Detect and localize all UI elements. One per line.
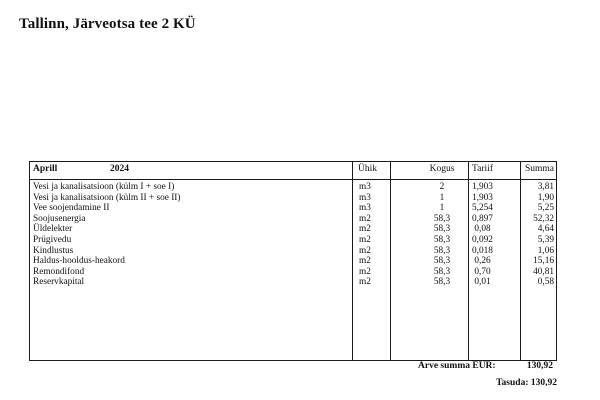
item-tariff: 0,26	[474, 256, 491, 267]
item-sum: 15,16	[533, 256, 554, 267]
item-name: Vee soojendamine II	[33, 203, 110, 214]
item-quantity: 1	[439, 203, 445, 214]
item-sum: 52,32	[533, 213, 554, 224]
header-divider	[30, 179, 556, 180]
item-name: Haldus-hooldus-heakord	[33, 256, 125, 267]
item-unit: m2	[359, 266, 371, 277]
item-name: Prügivedu	[33, 234, 72, 245]
item-unit: m2	[359, 277, 371, 288]
item-quantity: 58,3	[433, 256, 451, 267]
item-tariff: 0,01	[474, 277, 491, 288]
table-row	[30, 246, 556, 257]
table-body	[30, 182, 556, 288]
item-sum: 0,58	[537, 277, 554, 288]
item-name: Soojusenergia	[33, 213, 86, 224]
header-tariff: Tariif	[472, 164, 493, 174]
item-unit: m2	[359, 234, 371, 245]
item-name: Üldelekter	[33, 224, 73, 235]
table-row	[30, 214, 556, 225]
table-row	[30, 203, 556, 214]
item-sum: 40,81	[533, 266, 554, 277]
item-name: Reservkapital	[33, 277, 85, 288]
item-sum: 5,25	[537, 203, 554, 214]
header-sum: Summa	[524, 164, 554, 174]
table-row	[30, 267, 556, 278]
item-quantity: 1	[439, 192, 445, 203]
item-unit: m3	[359, 182, 371, 192]
item-tariff: 0,897	[472, 213, 493, 224]
item-sum: 3,81	[537, 182, 554, 192]
item-quantity: 58,3	[433, 224, 451, 235]
item-sum: 4,64	[537, 224, 554, 235]
item-tariff: 0,018	[472, 245, 493, 256]
header-year: 2024	[110, 164, 129, 174]
item-tariff: 1,903	[472, 192, 493, 203]
item-name: Vesi ja kanalisatsioon (külm II + soe II)	[33, 192, 181, 203]
table-row	[30, 256, 556, 267]
document-title: Tallinn, Järveotsa tee 2 KÜ	[19, 16, 196, 32]
item-name: Vesi ja kanalisatsioon (külm I + soe I)	[33, 182, 175, 192]
item-quantity: 58,3	[433, 213, 451, 224]
item-unit: m2	[359, 224, 371, 235]
item-name: Kindlustus	[33, 245, 74, 256]
item-quantity: 58,3	[433, 277, 451, 288]
header-unit: Ühik	[358, 164, 377, 174]
item-unit: m2	[359, 213, 371, 224]
header-month: Aprill	[33, 164, 58, 174]
item-tariff: 1,903	[472, 182, 493, 192]
item-tariff: 0,70	[474, 266, 491, 277]
item-tariff: 5,254	[472, 203, 493, 214]
item-unit: m2	[359, 256, 371, 267]
table-row	[30, 193, 556, 204]
item-unit: m3	[359, 203, 371, 214]
invoice-table	[29, 161, 557, 361]
item-quantity: 58,3	[433, 245, 451, 256]
total-label: Arve summa EUR:	[418, 361, 496, 371]
table-row	[30, 277, 556, 288]
item-quantity: 2	[439, 182, 445, 192]
table-row	[30, 235, 556, 246]
item-tariff: 0,08	[474, 224, 491, 235]
table-row	[30, 182, 556, 193]
item-tariff: 0,092	[472, 234, 493, 245]
item-quantity: 58,3	[433, 266, 451, 277]
item-name: Remondifond	[33, 266, 85, 277]
item-unit: m2	[359, 245, 371, 256]
payment-due: Tasuda: 130,92	[496, 378, 557, 388]
item-unit: m3	[359, 192, 371, 203]
header-quantity: Kogus	[429, 164, 455, 174]
table-row	[30, 224, 556, 235]
item-sum: 5,39	[537, 234, 554, 245]
item-sum: 1,90	[537, 192, 554, 203]
item-quantity: 58,3	[433, 234, 451, 245]
item-sum: 1,06	[537, 245, 554, 256]
total-value: 130,92	[526, 361, 553, 371]
